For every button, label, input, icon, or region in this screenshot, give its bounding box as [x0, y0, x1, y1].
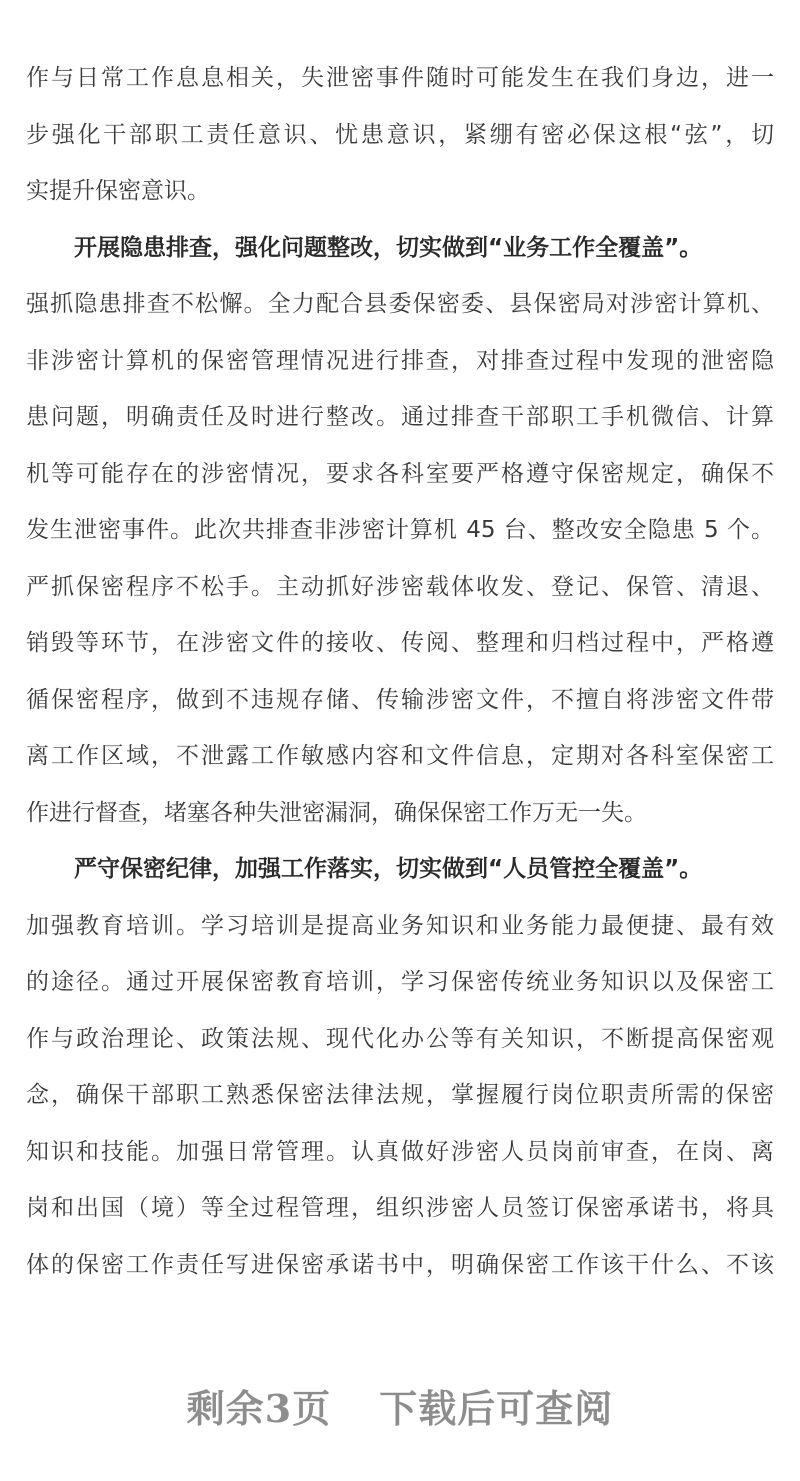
- paragraph-line: 强抓隐患排查不松懈。全力配合县委保密委、县保密局对涉密计算机、: [26, 291, 774, 317]
- paragraph-line: 离工作区域，不泄露工作敏感内容和文件信息，定期对各科室保密工: [26, 743, 774, 769]
- paragraph-line: 步强化干部职工责任意识、忧患意识，紧绷有密必保这根“弦”，切: [26, 121, 774, 148]
- section-heading: 严守保密纪律，加强工作落实，切实做到“人员管控全覆盖”。: [74, 856, 703, 882]
- paragraph-line: 加强教育培训。学习培训是提高业务知识和业务能力最便捷、最有效: [26, 912, 774, 939]
- paragraph-line: 知识和技能。加强日常管理。认真做好涉密人员岗前审查，在岗、离: [26, 1138, 774, 1165]
- section-heading: 开展隐患排查，强化问题整改，切实做到“业务工作全覆盖”。: [74, 234, 703, 261]
- download-prompt[interactable]: [0, 1370, 800, 1440]
- paragraph-line: 非涉密计算机的保密管理情况进行排查，对排查过程中发现的泄密隐: [26, 347, 774, 374]
- paragraph-line: 严抓保密程序不松手。主动抓好涉密载体收发、登记、保管、清退、: [26, 573, 774, 600]
- paragraph-line: 作进行督查，堵塞各种失泄密漏洞，确保保密工作万无一失。: [26, 799, 647, 826]
- paragraph-line: 体的保密工作责任写进保密承诺书中，明确保密工作该干什么、不该: [26, 1251, 774, 1278]
- paragraph-line: 发生泄密事件。此次共排查非涉密计算机 45 台、整改安全隐患 5 个。: [26, 517, 774, 543]
- document-body: [26, 50, 774, 1293]
- paragraph-line: 循保密程序，做到不违规存储、传输涉密文件，不擅自将涉密文件带: [26, 686, 774, 713]
- paragraph-line: 岗和出国（境）等全过程管理，组织涉密人员签订保密承诺书，将具: [26, 1195, 774, 1221]
- paragraph-line: 销毁等环节，在涉密文件的接收、传阅、整理和归档过程中，严格遵: [26, 630, 774, 656]
- download-hint-label: 下载后可查阅: [379, 1385, 614, 1431]
- paragraph-line: 机等可能存在的涉密情况，要求各科室要严格遵守保密规定，确保不: [26, 460, 774, 487]
- paragraph-line: 患问题，明确责任及时进行整改。通过排查干部职工手机微信、计算: [26, 404, 774, 430]
- paragraph-line: 实提升保密意识。: [26, 178, 210, 204]
- paragraph-line: 作与政治理论、政策法规、现代化办公等有关知识，不断提高保密观: [26, 1025, 774, 1052]
- paragraph-line: 念，确保干部职工熟悉保密法律法规，掌握履行岗位职责所需的保密: [26, 1082, 774, 1108]
- paragraph-line: 的途径。通过开展保密教育培训，学习保密传统业务知识以及保密工: [26, 969, 774, 995]
- paragraph-line: 作与日常工作息息相关，失泄密事件随时可能发生在我们身边，进一: [26, 65, 774, 91]
- remaining-pages-label: 剩余3页: [186, 1385, 332, 1431]
